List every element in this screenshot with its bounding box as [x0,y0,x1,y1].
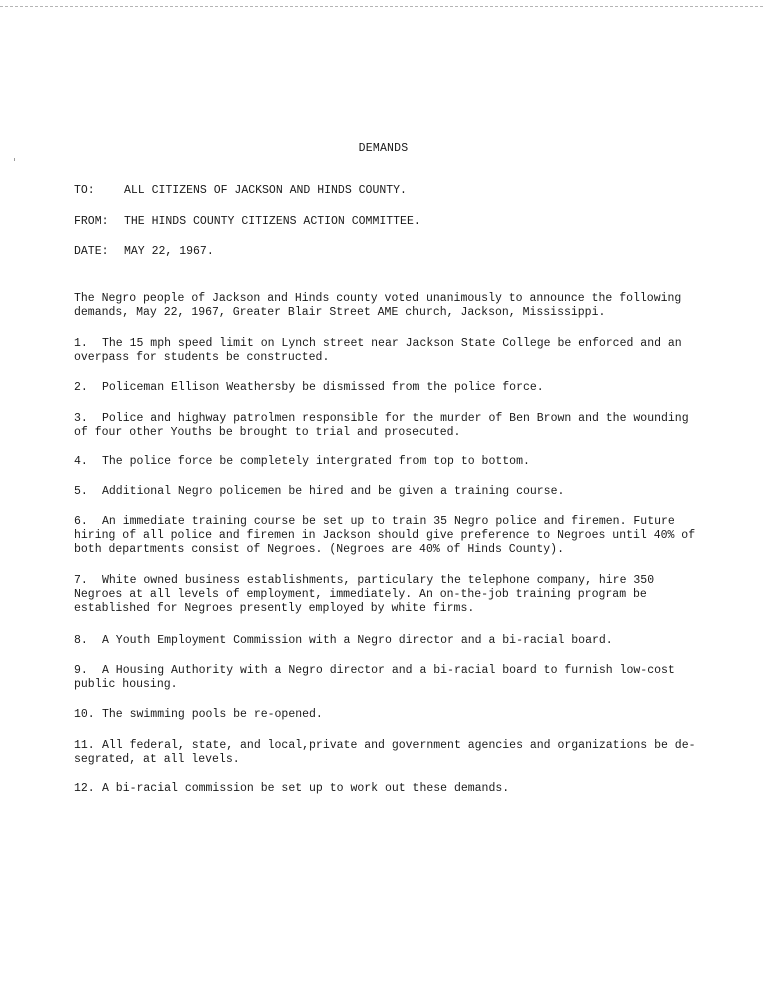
demand-item-1 [74,337,704,365]
demand-item-9 [74,664,704,692]
page-top-edge [0,6,763,7]
demand-text: The 15 mph speed limit on Lynch street near Jackson State College be enforced and an overpass for students be constructed. [74,337,682,364]
demand-item-11 [74,739,704,767]
demand-number: 2. [74,381,88,394]
demand-number: 6. [74,515,88,528]
demand-text: White owned business establishments, particulary the telephone company, hire 350 Negroes at all levels of employment, immediately. An on-the-job training program be established for Negroes presently employed by white firms. [74,574,655,615]
demand-number: 9. [74,664,88,677]
to-value: ALL CITIZENS OF JACKSON AND HINDS COUNTY. [124,184,407,197]
demand-item-10 [74,708,704,722]
demand-text: The police force be completely intergrated from top to bottom. [102,455,530,468]
demand-text: Police and highway patrolmen responsible for the murder of Ben Brown and the wounding of four other Youths be brought to trial and prosecuted. [74,412,689,439]
demand-item-2 [74,381,704,395]
demand-number: 11. [74,739,95,752]
demand-text: Policeman Ellison Weathersby be dismissed from the police force. [102,381,544,394]
demand-text: All federal, state, and local,private and government agencies and organizations be de-segrated, at all levels. [74,739,696,766]
demand-number: 4. [74,455,88,468]
demand-item-12 [74,782,704,796]
demand-text: A Youth Employment Commission with a Negro director and a bi-racial board. [102,634,613,647]
demand-item-6 [74,515,704,557]
date-value: MAY 22, 1967. [124,245,214,258]
demand-number: 12. [74,782,95,795]
demand-number: 1. [74,337,88,350]
demand-item-8 [74,634,704,648]
demand-item-7 [74,574,704,616]
date-line [74,245,214,258]
demand-number: 5. [74,485,88,498]
demand-text: A Housing Authority with a Negro director and a bi-racial board to furnish low-cost public housing. [74,664,675,691]
margin-mark [14,158,15,161]
demand-text: A bi-racial commission be set up to work out these demands. [102,782,510,795]
demand-number: 8. [74,634,88,647]
document-title: DEMANDS [358,142,409,155]
from-value: THE HINDS COUNTY CITIZENS ACTION COMMITTEE. [124,215,421,228]
demand-number: 7. [74,574,88,587]
demand-item-4 [74,455,704,469]
demand-item-3 [74,412,704,440]
to-label: TO: [74,184,95,197]
date-label: DATE: [74,245,109,258]
intro-paragraph: The Negro people of Jackson and Hinds county voted unanimously to announce the following demands, May 22, 1967, Greater Blair Street AME church, Jackson, Mississippi. [74,292,682,319]
from-label: FROM: [74,215,109,228]
demand-item-5 [74,485,704,499]
demand-text: An immediate training course be set up to train 35 Negro police and firemen. Future hiring of all police and firemen in Jackson should give preference to Negroes until 40% of both departments consist of Negroes. (Negroes are 40% of Hinds County). [74,515,696,556]
demand-text: Additional Negro policemen be hired and be given a training course. [102,485,565,498]
to-line [74,184,407,197]
demand-number: 10. [74,708,95,721]
demand-number: 3. [74,412,88,425]
from-line [74,215,421,228]
demand-text: The swimming pools be re-opened. [102,708,323,721]
